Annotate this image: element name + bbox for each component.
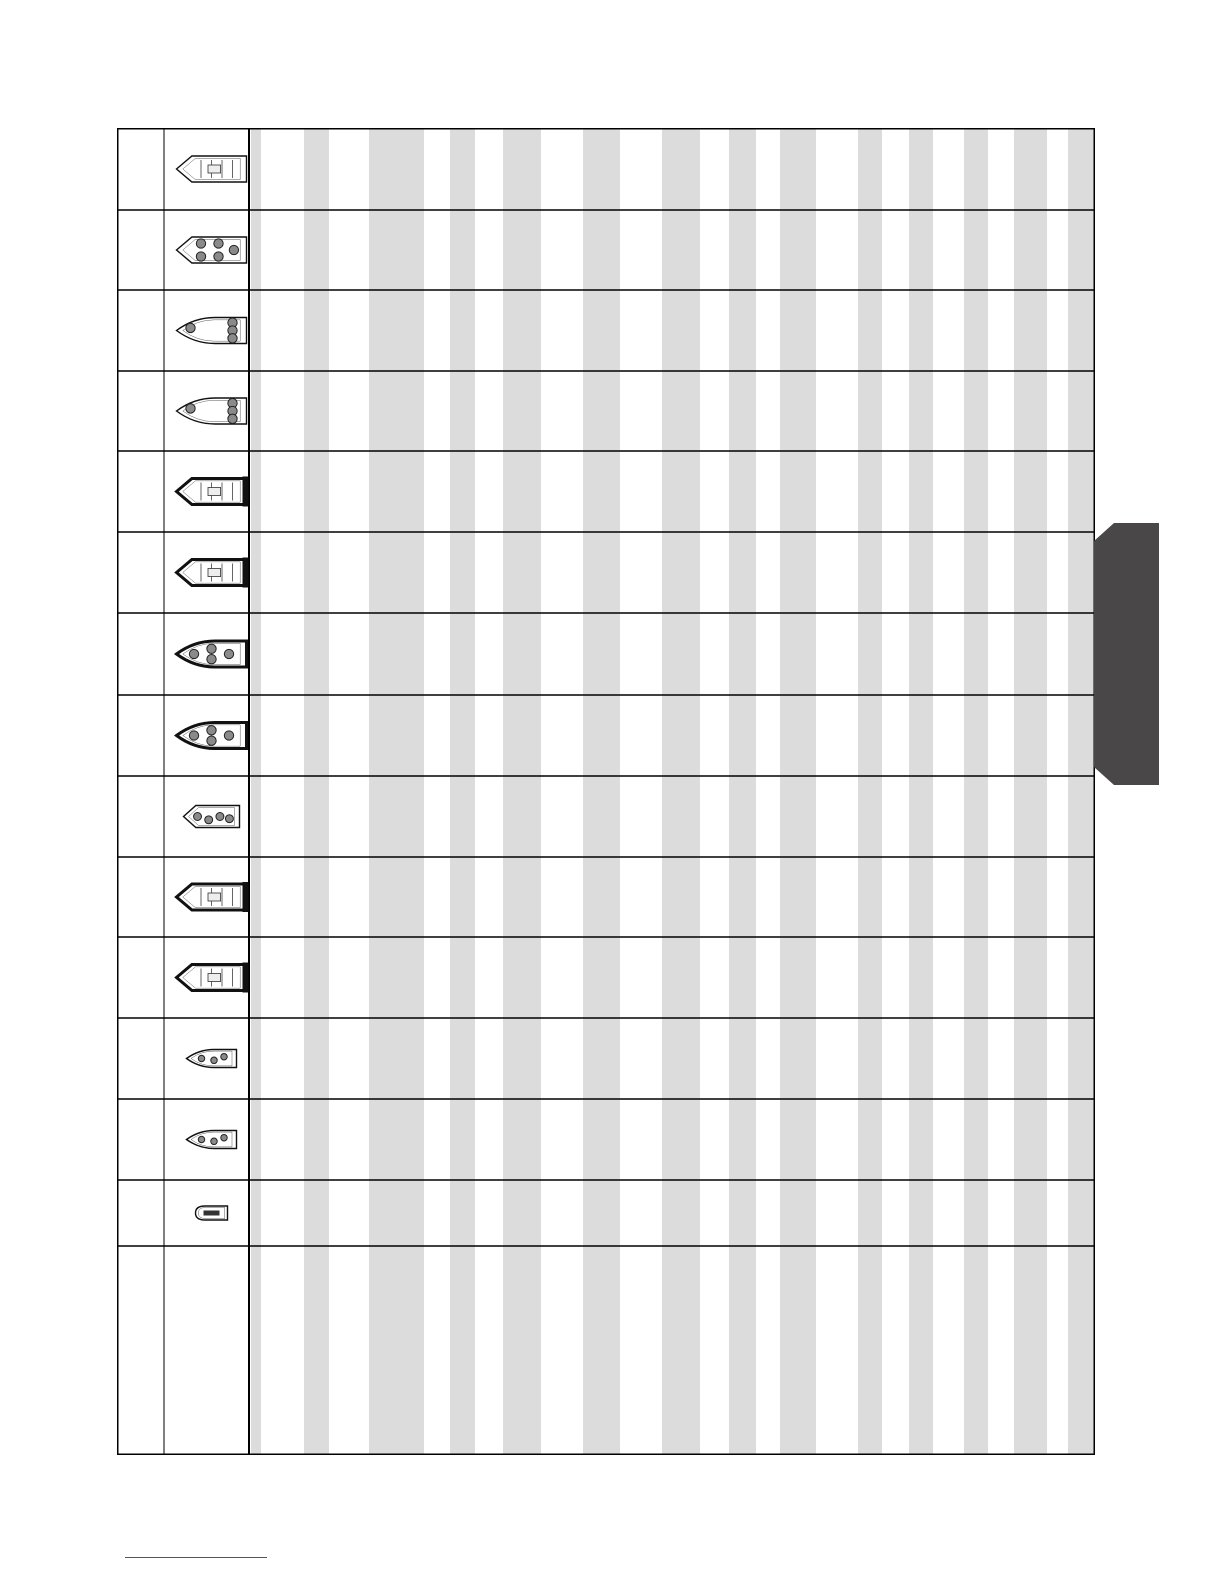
walleye-boat-icon [177,558,249,588]
table-row [177,963,249,993]
column-stripe-8 [729,128,756,1455]
column-stripe-9 [780,128,816,1455]
pontoon-boat-icon [177,963,249,993]
column-stripes [251,128,1095,1455]
personal-watercraft-icon [196,1206,228,1220]
table-row [177,156,247,182]
table-row [177,723,247,749]
jon-boat-icon [184,806,240,828]
footer-link-rule [125,1557,267,1558]
column-stripe-1 [251,128,261,1455]
walleye-boat-icon [177,477,249,507]
table-row [177,318,247,344]
table-row [177,398,247,424]
table-row [187,1050,237,1068]
column-stripe-3 [369,128,424,1455]
table-row [177,641,247,667]
table-row [184,806,240,828]
fish-and-ski-boat-icon [177,318,247,344]
table-row [196,1206,228,1220]
column-stripe-7 [662,128,700,1455]
column-stripe-2 [304,128,329,1455]
bass-boat-icon [177,723,247,749]
utility-boat-icon [187,1131,237,1149]
fish-and-ski-boat-icon [177,398,247,424]
column-stripe-14 [1068,128,1095,1455]
bass-boat-icon [177,641,247,667]
column-stripe-5 [503,128,541,1455]
table-row [187,1131,237,1149]
section-tab[interactable] [1094,523,1159,785]
utility-boat-icon [187,1050,237,1068]
table-row [177,237,247,263]
bowrider-boat-icon [177,156,247,182]
table-row [177,558,249,588]
table-row [177,882,249,912]
pontoon-boat-icon [177,882,249,912]
boat-spec-table [117,128,1095,1455]
column-stripe-4 [450,128,475,1455]
column-stripe-11 [909,128,933,1455]
column-stripe-12 [964,128,988,1455]
column-stripe-13 [1014,128,1047,1455]
table-row [177,477,249,507]
column-stripe-6 [583,128,620,1455]
deck-boat-icon [177,237,247,263]
column-stripe-10 [858,128,882,1455]
